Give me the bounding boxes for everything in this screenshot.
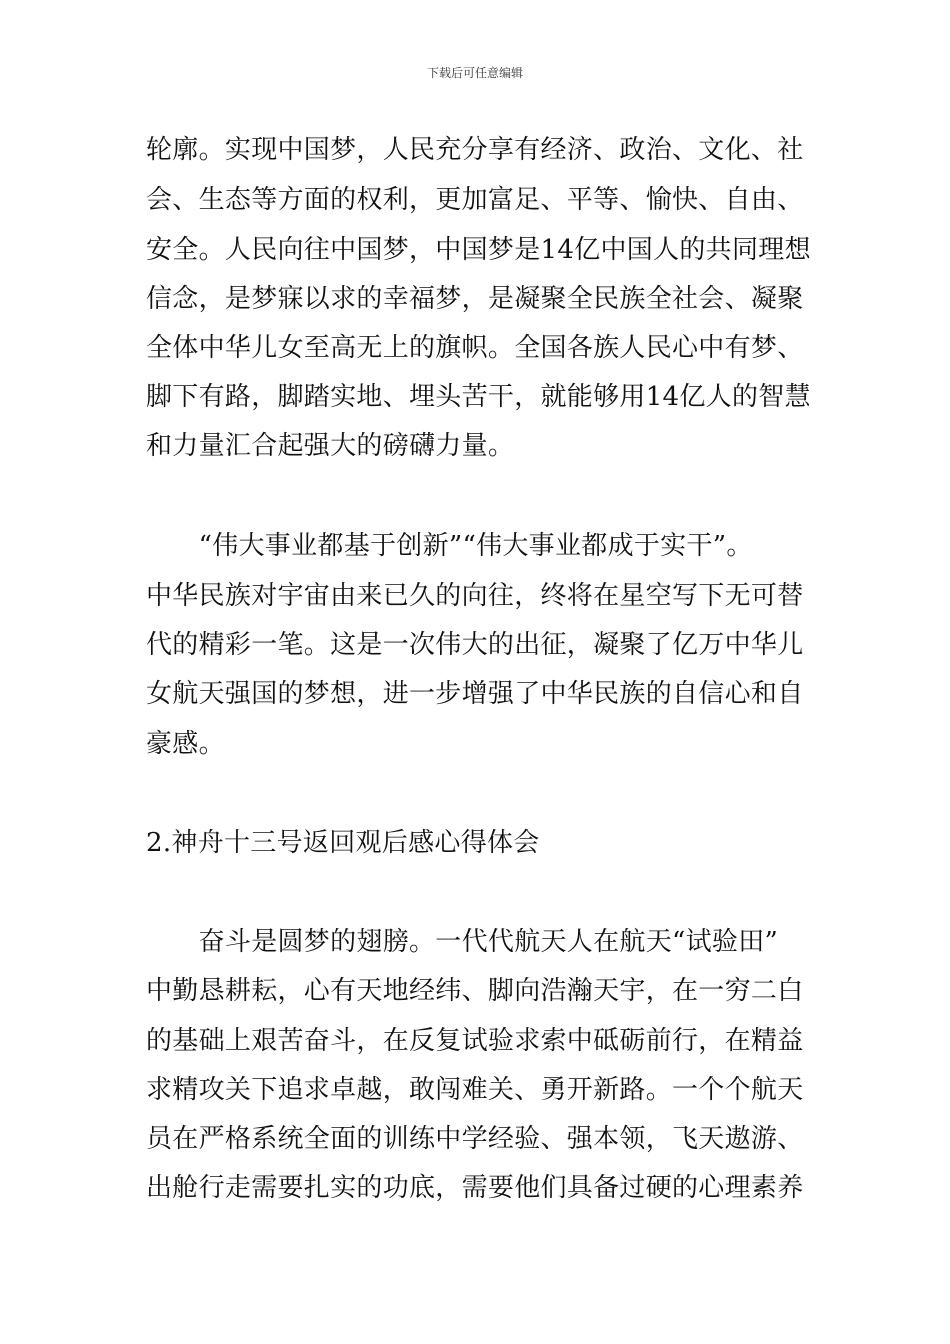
body-line: 的基础上艰苦奋斗，在反复试验求索中砥砺前行，在精益: [146, 1026, 804, 1056]
body-line: 豪感。: [146, 729, 225, 759]
body-line: 女航天强国的梦想，进一步增强了中华民族的自信心和自: [146, 679, 804, 709]
body-line: 求精攻关下追求卓越，敢闯难关、勇开新路。一个个航天: [146, 1075, 804, 1105]
body-line: 脚下有路，脚踏实地、埋头苦干，就能够用14亿人的智慧: [146, 382, 811, 412]
body-line: “伟大事业都基于创新”“伟大事业都成于实干”。: [146, 531, 753, 561]
body-line: 轮廓。实现中国梦，人民充分享有经济、政治、文化、社: [146, 135, 804, 165]
body-line: 代的精彩一笔。这是一次伟大的出征，凝聚了亿万中华儿: [146, 630, 804, 660]
body-line: 员在严格系统全面的训练中学经验、强本领，飞天遨游、: [146, 1124, 804, 1154]
body-line: 中华民族对宇宙由来已久的向往，终将在星空写下无可替: [146, 581, 804, 611]
body-line: 中勤恳耕耘，心有天地经纬、脚向浩瀚天宇，在一穷二白: [146, 976, 804, 1006]
body-line: 和力量汇合起强大的磅礴力量。: [146, 431, 515, 461]
body-line: 信念，是梦寐以求的幸福梦，是凝聚全民族全社会、凝聚: [146, 284, 804, 314]
body-line: 安全。人民向往中国梦，中国梦是14亿中国人的共同理想: [146, 235, 811, 265]
body-line: 出舱行走需要扎实的功底，需要他们具备过硬的心理素养: [146, 1173, 804, 1203]
body-line: 会、生态等方面的权利，更加富足、平等、愉快、自由、: [146, 185, 804, 215]
body-line: 奋斗是圆梦的翅膀。一代代航天人在航天“试验田”: [146, 927, 779, 957]
section-heading: 2.神舟十三号返回观后感心得体会: [146, 828, 540, 858]
header-note: 下载后可任意编辑: [426, 66, 523, 80]
body-line: 全体中华儿女至高无上的旗帜。全国各族人民心中有梦、: [146, 333, 804, 363]
